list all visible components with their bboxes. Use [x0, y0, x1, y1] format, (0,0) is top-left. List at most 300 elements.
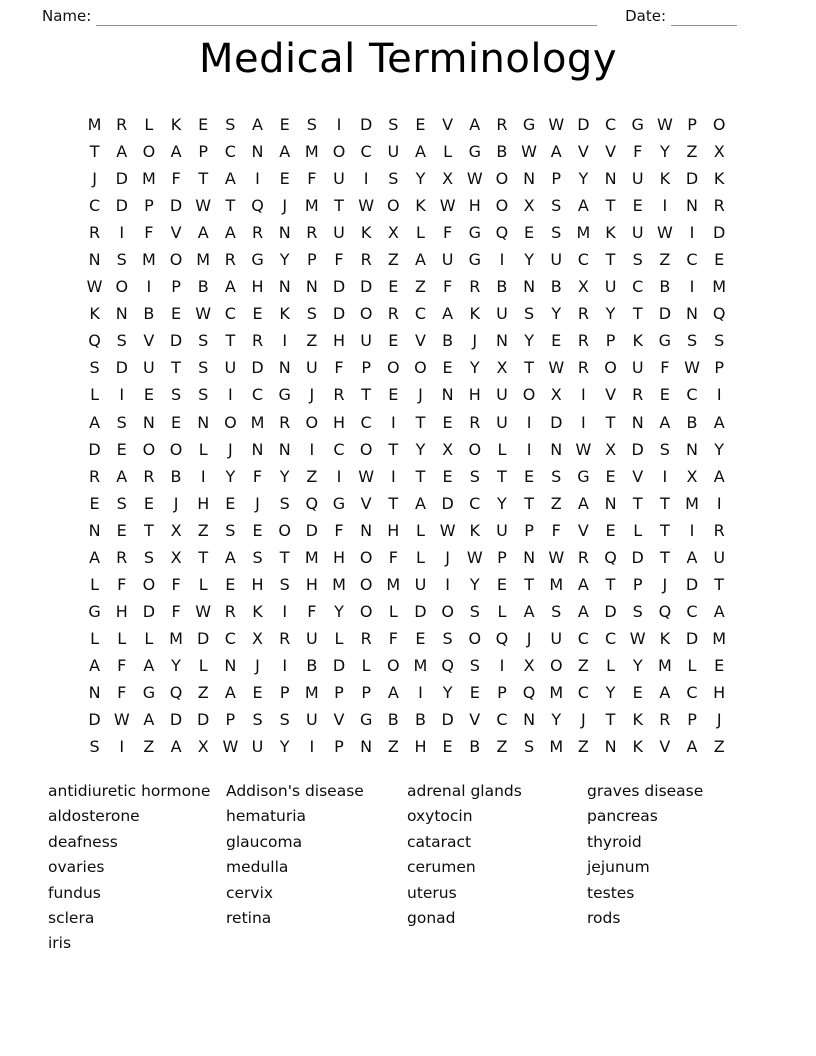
grid-cell: B [550, 277, 562, 297]
grid-cell: T [388, 439, 399, 459]
grid-cell: X [170, 547, 182, 567]
grid-cell: E [116, 520, 127, 540]
grid-cell: O [224, 412, 237, 432]
grid-cell: N [495, 331, 508, 351]
grid-cell: M [304, 142, 319, 162]
grid-cell: E [442, 412, 453, 432]
grid-cell: I [689, 277, 695, 297]
grid-cell: R [713, 196, 725, 216]
grid-cell: I [689, 520, 695, 540]
grid-cell: X [550, 385, 562, 405]
grid-cell: I [200, 466, 206, 486]
grid-cell: S [170, 385, 182, 405]
grid-cell: E [524, 223, 535, 243]
grid-cell: N [686, 196, 698, 216]
grid-cell: E [442, 358, 453, 378]
grid-cell: G [468, 142, 481, 162]
grid-cell: K [659, 169, 671, 189]
grid-cell: J [418, 385, 423, 405]
grid-cell: J [173, 493, 179, 513]
grid-cell: T [524, 574, 534, 594]
grid-cell: R [143, 466, 155, 486]
grid-cell: O [522, 385, 536, 405]
grid-cell: L [687, 655, 697, 675]
word-list-item: fundus [48, 883, 101, 902]
grid-cell: U [713, 547, 726, 567]
word-list-item: ovaries [48, 858, 105, 877]
grid-cell: C [251, 385, 264, 405]
grid-cell: E [170, 412, 182, 432]
word-list-item: medulla [226, 858, 289, 877]
grid-cell: T [334, 196, 344, 216]
grid-cell: E [388, 277, 399, 297]
grid-cell: N [197, 412, 210, 432]
grid-cell: E [170, 304, 182, 324]
grid-cell: G [359, 710, 373, 730]
grid-cell: O [142, 574, 156, 594]
grid-cell: A [713, 466, 725, 486]
grid-cell: M [685, 493, 699, 513]
word-list-item: graves disease [587, 782, 704, 800]
grid-cell: Y [225, 466, 236, 486]
grid-cell: C [686, 250, 698, 270]
word-list-item: Addison's disease [226, 782, 364, 800]
grid-cell: S [551, 601, 562, 621]
grid-cell: R [577, 331, 589, 351]
word-list-column [587, 779, 703, 931]
grid-cell: S [279, 493, 290, 513]
grid-cell: U [496, 412, 508, 432]
grid-cell: D [685, 169, 699, 189]
grid-cell: M [576, 223, 591, 243]
grid-cell: E [632, 682, 643, 702]
grid-cell: F [633, 142, 643, 162]
grid-cell: K [632, 737, 643, 757]
grid-cell: V [360, 493, 372, 513]
grid-cell: Y [578, 169, 589, 189]
grid-cell: U [333, 223, 345, 243]
grid-cell: S [143, 547, 154, 567]
grid-cell: G [577, 466, 590, 486]
grid-cell: O [359, 601, 373, 621]
grid-cell: I [445, 574, 450, 594]
grid-cell: H [305, 574, 318, 594]
grid-cell: H [332, 331, 345, 351]
grid-cell: V [442, 115, 454, 134]
grid-cell: J [282, 196, 288, 216]
grid-cell: U [360, 331, 372, 351]
grid-cell: S [306, 115, 317, 134]
grid-cell: R [251, 331, 264, 351]
grid-cell: U [496, 385, 508, 405]
grid-cell: O [387, 655, 400, 675]
grid-cell: I [526, 439, 532, 459]
grid-cell: D [251, 358, 264, 378]
grid-cell: A [686, 547, 698, 567]
grid-cell: P [361, 682, 371, 702]
grid-cell: G [468, 223, 481, 243]
grid-cell: N [115, 304, 128, 324]
grid-cell: K [170, 115, 182, 134]
grid-cell: J [526, 628, 532, 648]
grid-cell: I [282, 331, 288, 351]
grid-cell: A [279, 142, 291, 162]
grid-cell: A [659, 412, 671, 432]
grid-cell: S [551, 196, 562, 216]
grid-cell: B [469, 737, 481, 757]
grid-cell: L [198, 574, 208, 594]
grid-cell: H [251, 574, 264, 594]
grid-cell: V [659, 737, 671, 757]
grid-cell: N [88, 520, 101, 540]
grid-cell: E [279, 115, 290, 134]
grid-cell: M [549, 682, 564, 702]
grid-cell: T [524, 358, 534, 378]
grid-cell: L [144, 628, 154, 648]
grid-cell: W [439, 520, 456, 540]
grid-cell: D [115, 358, 128, 378]
grid-cell: E [714, 250, 725, 270]
grid-cell: R [306, 223, 318, 243]
grid-cell: C [224, 628, 236, 648]
grid-cell: J [445, 547, 450, 567]
grid-cell: E [442, 466, 453, 486]
grid-cell: F [443, 223, 453, 243]
grid-cell: Z [686, 142, 698, 162]
grid-cell: G [142, 682, 156, 702]
grid-cell: R [632, 385, 644, 405]
grid-cell: X [577, 277, 589, 297]
grid-cell: U [224, 358, 237, 378]
grid-cell: R [577, 547, 589, 567]
grid-cell: Y [714, 439, 725, 459]
grid-cell: F [252, 466, 263, 486]
grid-cell: X [442, 169, 454, 189]
grid-cell: X [713, 142, 725, 162]
grid-cell: R [224, 250, 236, 270]
grid-cell: Y [659, 142, 670, 162]
grid-cell: C [577, 682, 589, 702]
grid-cell: T [632, 493, 643, 513]
grid-cell: M [304, 196, 319, 216]
grid-cell: F [307, 169, 317, 189]
grid-cell: Q [658, 601, 672, 621]
grid-cell: S [632, 601, 643, 621]
grid-cell: C [604, 115, 617, 134]
word-list-item: cataract [407, 832, 472, 851]
grid-cell: E [442, 737, 453, 757]
grid-cell: O [332, 142, 346, 162]
grid-cell: U [631, 223, 644, 243]
word-list-item: oxytocin [407, 807, 473, 826]
grid-cell: O [604, 358, 617, 378]
grid-cell: E [415, 115, 426, 134]
grid-cell: A [116, 466, 128, 486]
grid-cell: D [441, 710, 454, 730]
grid-cell: K [632, 710, 643, 730]
grid-cell: I [499, 250, 505, 270]
word-list-item: antidiuretic hormone [48, 782, 211, 800]
grid-cell: A [577, 601, 589, 621]
grid-cell: P [361, 358, 371, 378]
grid-cell: E [605, 520, 616, 540]
grid-cell: X [605, 439, 617, 459]
grid-cell: N [523, 169, 536, 189]
grid-cell: A [469, 115, 481, 134]
grid-cell: W [548, 547, 565, 567]
grid-cell: D [88, 439, 101, 459]
grid-cell: I [390, 466, 396, 486]
grid-cell: K [605, 223, 616, 243]
grid-cell: R [360, 250, 372, 270]
grid-cell: O [414, 358, 427, 378]
grid-cell: R [279, 412, 291, 432]
grid-cell: A [89, 547, 101, 567]
grid-cell: E [225, 574, 236, 594]
grid-cell: E [659, 385, 670, 405]
grid-cell: Y [442, 682, 453, 702]
grid-cell: J [581, 710, 586, 730]
grid-cell: M [413, 655, 428, 675]
grid-cell: A [523, 601, 535, 621]
grid-cell: D [332, 655, 346, 675]
grid-cell: K [713, 169, 725, 189]
grid-cell: Z [414, 277, 426, 297]
grid-cell: R [496, 115, 508, 134]
grid-cell: U [631, 169, 644, 189]
grid-cell: P [605, 331, 616, 351]
grid-cell: W [113, 710, 130, 730]
grid-cell: I [363, 169, 369, 189]
grid-cell: I [336, 115, 342, 134]
grid-cell: L [497, 601, 507, 621]
grid-cell: Q [495, 628, 509, 648]
grid-cell: K [415, 196, 426, 216]
grid-cell: Z [577, 737, 589, 757]
grid-cell: B [496, 277, 508, 297]
grid-cell: T [225, 331, 236, 351]
grid-cell: I [526, 412, 532, 432]
grid-cell: N [360, 520, 373, 540]
grid-cell: H [468, 385, 481, 405]
grid-cell: R [224, 601, 236, 621]
grid-cell: R [577, 358, 589, 378]
grid-cell: I [418, 682, 423, 702]
grid-cell: C [686, 682, 698, 702]
grid-cell: T [225, 196, 236, 216]
grid-cell: E [632, 196, 643, 216]
grid-cell: M [386, 574, 401, 594]
word-list-item: cerumen [407, 858, 476, 877]
grid-cell: T [361, 385, 372, 405]
grid-cell: H [468, 196, 481, 216]
grid-cell: A [577, 574, 589, 594]
grid-cell: D [88, 710, 101, 730]
grid-cell: Q [441, 655, 454, 675]
grid-cell: T [497, 466, 507, 486]
grid-cell: P [334, 682, 344, 702]
grid-cell: O [387, 358, 400, 378]
grid-cell: F [117, 574, 127, 594]
grid-cell: X [523, 655, 535, 675]
grid-cell: S [469, 655, 480, 675]
grid-cell: R [577, 304, 589, 324]
grid-cell: J [309, 385, 315, 405]
grid-cell: L [415, 223, 425, 243]
grid-cell: A [224, 169, 236, 189]
grid-cell: W [656, 115, 673, 134]
grid-cell: A [414, 493, 426, 513]
grid-cell: U [143, 358, 155, 378]
grid-cell: L [144, 115, 154, 134]
grid-cell: U [305, 628, 318, 648]
grid-cell: C [577, 250, 589, 270]
grid-cell: I [390, 412, 396, 432]
grid-cell: Z [577, 655, 589, 675]
grid-cell: O [495, 169, 509, 189]
grid-cell: I [581, 412, 586, 432]
grid-cell: M [196, 250, 211, 270]
grid-cell: A [713, 601, 725, 621]
grid-cell: I [309, 439, 315, 459]
grid-cell: C [632, 277, 644, 297]
word-list-item: rods [587, 909, 621, 928]
grid-cell: N [604, 737, 617, 757]
grid-cell: T [279, 547, 290, 567]
grid-cell: Z [306, 331, 318, 351]
grid-cell: S [442, 628, 453, 648]
grid-cell: O [549, 655, 563, 675]
word-list-item: gonad [407, 909, 456, 928]
grid-cell: N [441, 385, 454, 405]
grid-cell: V [577, 520, 589, 540]
grid-cell: A [143, 710, 155, 730]
grid-cell: E [225, 493, 236, 513]
grid-cell: Q [88, 331, 101, 351]
grid-cell: A [224, 277, 236, 297]
grid-cell: A [170, 142, 182, 162]
grid-cell: Y [551, 710, 562, 730]
grid-cell: D [414, 601, 427, 621]
grid-cell: Y [279, 737, 290, 757]
grid-cell: S [659, 439, 670, 459]
grid-cell: R [659, 710, 671, 730]
grid-cell: X [523, 196, 535, 216]
grid-cell: C [360, 142, 372, 162]
grid-cell: O [142, 142, 156, 162]
grid-cell: C [333, 439, 345, 459]
grid-cell: F [388, 547, 398, 567]
grid-cell: S [524, 737, 535, 757]
grid-cell: A [550, 142, 562, 162]
grid-cell: E [198, 115, 209, 134]
grid-cell: C [469, 493, 481, 513]
word-list [48, 779, 703, 957]
grid-cell: N [631, 412, 644, 432]
grid-cell: C [88, 196, 101, 216]
grid-cell: M [87, 115, 102, 134]
grid-cell: G [631, 115, 644, 134]
grid-cell: E [252, 520, 263, 540]
grid-cell: W [222, 737, 239, 757]
grid-cell: N [251, 142, 264, 162]
grid-cell: F [307, 601, 317, 621]
grid-cell: L [90, 385, 100, 405]
grid-cell: L [388, 601, 398, 621]
word-list-item: adrenal glands [407, 782, 522, 800]
grid-cell: B [686, 412, 698, 432]
grid-cell: L [497, 439, 507, 459]
grid-cell: I [119, 223, 125, 243]
grid-cell: Y [524, 250, 534, 270]
grid-cell: I [146, 277, 152, 297]
grid-cell: E [252, 304, 263, 324]
grid-cell: D [604, 601, 617, 621]
grid-cell: S [225, 115, 236, 134]
grid-cell: G [658, 331, 672, 351]
grid-cell: Z [550, 493, 562, 513]
grid-cell: P [687, 115, 697, 134]
grid-cell: X [387, 223, 399, 243]
grid-cell: S [632, 250, 643, 270]
grid-cell: Y [605, 304, 616, 324]
grid-cell: M [141, 169, 156, 189]
grid-cell: E [279, 169, 290, 189]
grid-cell: T [659, 547, 670, 567]
grid-cell: F [144, 223, 154, 243]
grid-cell: R [279, 628, 291, 648]
grid-cell: Y [171, 655, 181, 675]
grid-cell: C [496, 710, 508, 730]
grid-cell: N [604, 493, 617, 513]
grid-cell: P [497, 682, 507, 702]
grid-cell: S [551, 223, 562, 243]
grid-cell: L [606, 655, 615, 675]
grid-cell: W [656, 223, 673, 243]
grid-cell: Z [197, 520, 209, 540]
grid-cell: F [551, 520, 561, 540]
grid-cell: K [632, 331, 643, 351]
grid-cell: N [523, 547, 536, 567]
grid-cell: S [714, 331, 725, 351]
grid-cell: P [307, 250, 317, 270]
grid-cell: H [387, 520, 400, 540]
grid-cell: L [198, 655, 208, 675]
grid-cell: U [414, 574, 427, 594]
grid-cell: B [170, 466, 182, 486]
grid-cell: I [255, 169, 260, 189]
grid-cell: M [332, 574, 346, 594]
grid-cell: S [551, 466, 562, 486]
grid-cell: B [442, 331, 454, 351]
grid-cell: U [631, 358, 644, 378]
grid-cell: I [689, 223, 695, 243]
grid-cell: Z [496, 737, 508, 757]
grid-cell: X [197, 737, 209, 757]
grid-cell: D [169, 710, 183, 730]
grid-cell: W [86, 277, 103, 297]
grid-cell: I [228, 385, 233, 405]
word-list-item: deafness [48, 832, 118, 851]
grid-cell: D [359, 115, 373, 134]
grid-cell: L [361, 655, 371, 675]
grid-cell: F [117, 682, 127, 702]
grid-cell: R [360, 628, 372, 648]
grid-cell: Z [143, 737, 155, 757]
grid-cell: M [549, 574, 564, 594]
grid-cell: K [469, 520, 481, 540]
grid-cell: A [224, 547, 236, 567]
